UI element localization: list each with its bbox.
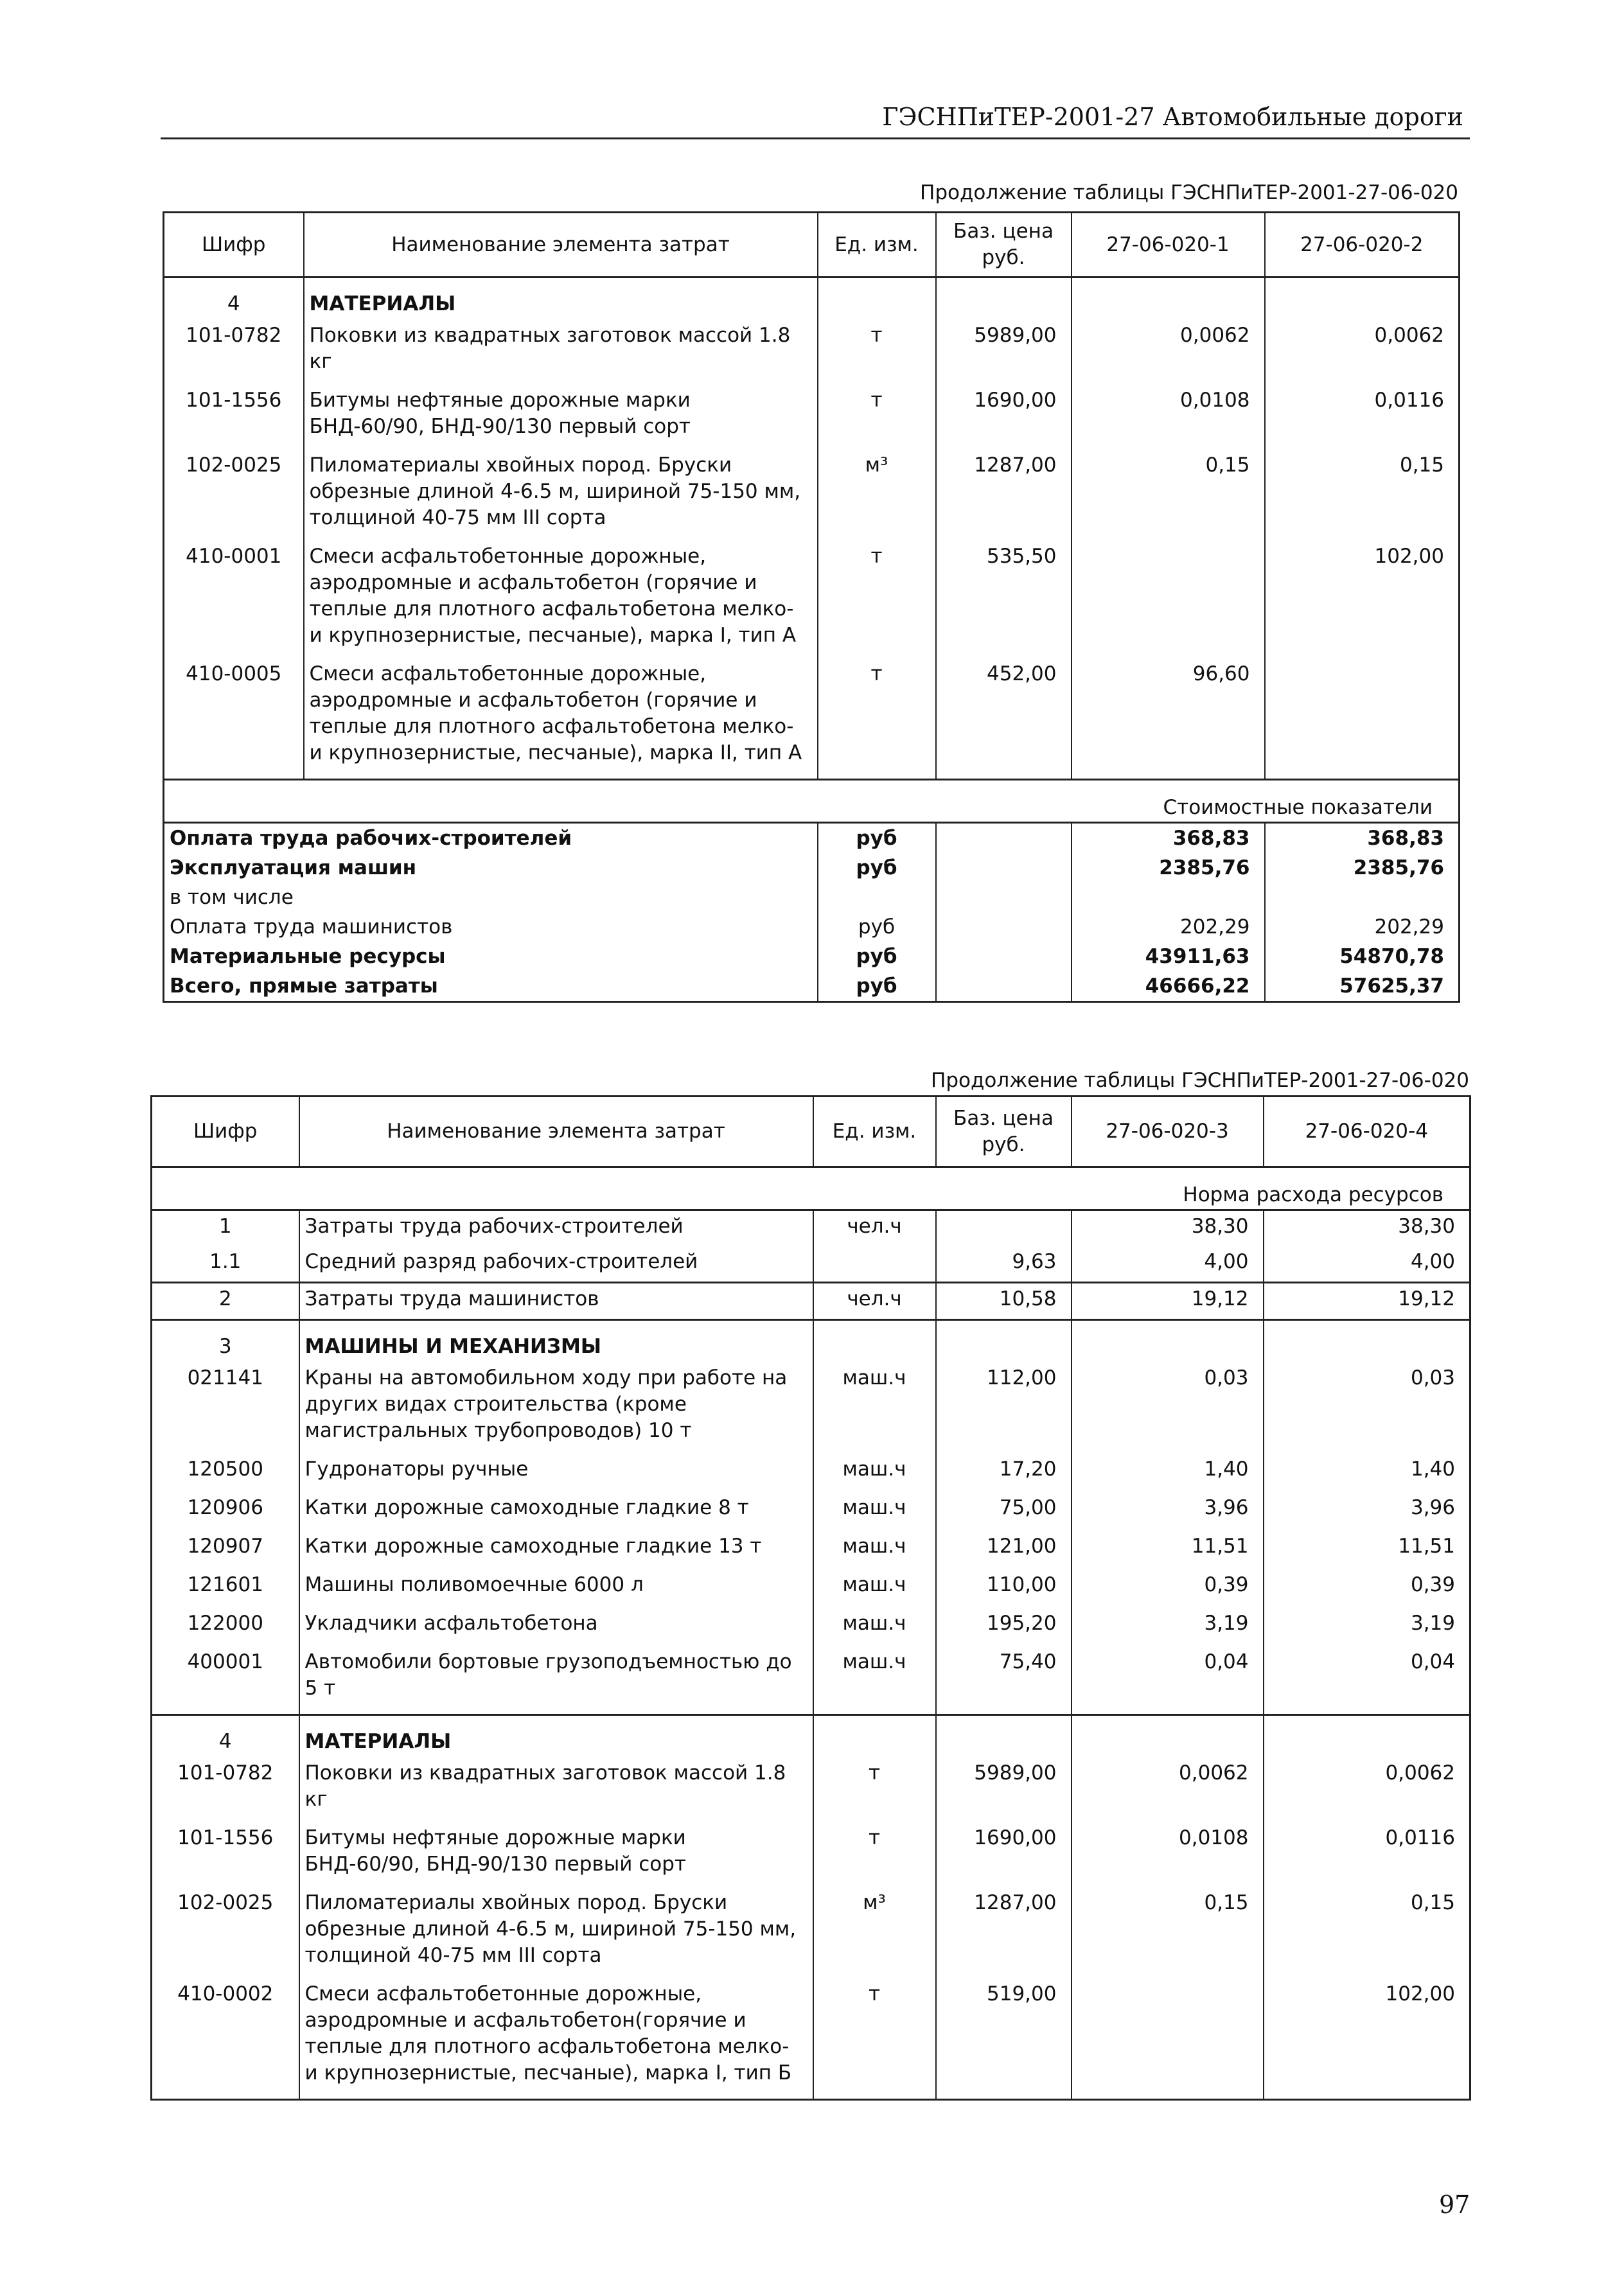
- row-value-1: 0,15: [1072, 1890, 1264, 1981]
- summary-unit: руб: [818, 823, 936, 854]
- section-code: 4: [152, 1715, 299, 1761]
- summary-unit: руб: [818, 853, 936, 883]
- row-unit: маш.ч: [813, 1456, 936, 1495]
- summary-value-1: 46666,22: [1072, 971, 1265, 1002]
- table-row: [152, 1572, 1470, 1610]
- row-name: Гудронаторы ручные: [299, 1456, 813, 1495]
- row-value-2: 0,0062: [1264, 1760, 1470, 1825]
- empty-cell: [936, 912, 1072, 942]
- summary-value-2: [1265, 883, 1460, 912]
- empty-cell: [1072, 278, 1265, 323]
- summary-row: [164, 912, 1460, 942]
- section-title: МАШИНЫ И МЕХАНИЗМЫ: [299, 1320, 813, 1366]
- row-value-2: 3,96: [1264, 1495, 1470, 1533]
- row-base-price: 9,63: [936, 1246, 1072, 1283]
- column-header: Шифр: [164, 213, 304, 278]
- section-code: 3: [152, 1320, 299, 1366]
- row-value-2: 11,51: [1264, 1533, 1470, 1572]
- row-value-2: 0,15: [1264, 1890, 1470, 1981]
- row-name: Укладчики асфальтобетона: [299, 1610, 813, 1649]
- row-code: 102-0025: [164, 452, 304, 543]
- row-code: 1.1: [152, 1246, 299, 1283]
- table-row: [152, 1533, 1470, 1572]
- row-code: 2: [152, 1283, 299, 1320]
- row-name: Битумы нефтяные дорожные марки БНД-60/90, БНД-90/130 первый сорт: [299, 1825, 813, 1890]
- summary-value-1: 2385,76: [1072, 853, 1265, 883]
- row-base-price: 17,20: [936, 1456, 1072, 1495]
- row-code: 120500: [152, 1456, 299, 1495]
- row-base-price: 535,50: [936, 543, 1072, 661]
- row-name: Смеси асфальтобетонные дорожные, аэродромные и асфальтобетон (горячие и теплые для плотного асфальтобетона мелко- и крупнозернистые, песчаные), марка II, тип А: [304, 661, 818, 780]
- row-code: 410-0001: [164, 543, 304, 661]
- row-base-price: 5989,00: [936, 1760, 1072, 1825]
- table-row: [152, 1365, 1470, 1456]
- column-header: Шифр: [152, 1097, 299, 1167]
- row-value-1: [1072, 1981, 1264, 2100]
- row-name: Смеси асфальтобетонные дорожные, аэродромные и асфальтобетон (горячие и теплые для плотного асфальтобетона мелко- и крупнозернистые, песчаные), марка I, тип А: [304, 543, 818, 661]
- page-number: 97: [1439, 2190, 1470, 2219]
- row-name: Катки дорожные самоходные гладкие 13 т: [299, 1533, 813, 1572]
- row-base-price: 75,00: [936, 1495, 1072, 1533]
- row-value-2: 0,03: [1264, 1365, 1470, 1456]
- empty-cell: [1264, 1715, 1470, 1761]
- column-header: 27-06-020-2: [1265, 213, 1460, 278]
- empty-cell: [936, 278, 1072, 323]
- empty-cell: [936, 971, 1072, 1002]
- row-base-price: 519,00: [936, 1981, 1072, 2100]
- table-row: [164, 452, 1460, 543]
- summary-label: Оплата труда рабочих-строителей: [164, 823, 818, 854]
- row-code: 101-0782: [164, 322, 304, 387]
- row-value-2: 19,12: [1264, 1283, 1470, 1320]
- row-value-1: 1,40: [1072, 1456, 1264, 1495]
- row-code: 410-0002: [152, 1981, 299, 2100]
- row-code: 102-0025: [152, 1890, 299, 1981]
- row-unit: т: [813, 1825, 936, 1890]
- empty-cell: [936, 853, 1072, 883]
- row-unit: т: [818, 322, 936, 387]
- row-name: Средний разряд рабочих-строителей: [299, 1246, 813, 1283]
- row-unit: м³: [818, 452, 936, 543]
- table-row: [152, 1825, 1470, 1890]
- row-code: 122000: [152, 1610, 299, 1649]
- empty-cell: [1264, 1320, 1470, 1366]
- row-code: 101-1556: [152, 1825, 299, 1890]
- column-header: Ед. изм.: [813, 1097, 936, 1167]
- row-name: Поковки из квадратных заготовок массой 1.8 кг: [299, 1760, 813, 1825]
- band-label: Норма расхода ресурсов: [152, 1167, 1470, 1210]
- row-base-price: 1287,00: [936, 1890, 1072, 1981]
- row-value-2: 1,40: [1264, 1456, 1470, 1495]
- row-base-price: 75,40: [936, 1649, 1072, 1715]
- row-base-price: 1287,00: [936, 452, 1072, 543]
- row-value-2: 0,04: [1264, 1649, 1470, 1715]
- row-unit: маш.ч: [813, 1365, 936, 1456]
- row-unit: чел.ч: [813, 1210, 936, 1247]
- table-header-row: [152, 1097, 1470, 1167]
- empty-cell: [813, 1715, 936, 1761]
- row-unit: маш.ч: [813, 1610, 936, 1649]
- summary-value-2: 57625,37: [1265, 971, 1460, 1002]
- row-value-1: 0,39: [1072, 1572, 1264, 1610]
- running-head: ГЭСНПиТЕР-2001-27 Автомобильные дороги: [882, 103, 1463, 131]
- row-value-2: 0,0116: [1264, 1825, 1470, 1890]
- column-header: Баз. цена руб.: [936, 213, 1072, 278]
- row-unit: т: [818, 543, 936, 661]
- resource-table-2: [150, 1095, 1471, 2101]
- summary-label: Эксплуатация машин: [164, 853, 818, 883]
- table-row: [152, 1760, 1470, 1825]
- row-value-1: 0,0108: [1072, 387, 1265, 452]
- summary-unit: руб: [818, 971, 936, 1002]
- row-base-price: 1690,00: [936, 1825, 1072, 1890]
- table-row: [152, 1610, 1470, 1649]
- row-name: Краны на автомобильном ходу при работе на других видах строительства (кроме магистральных трубопроводов) 10 т: [299, 1365, 813, 1456]
- row-name: Пиломатериалы хвойных пород. Бруски обрезные длиной 4-6.5 м, шириной 75-150 мм, толщиной 40-75 мм III сорта: [304, 452, 818, 543]
- summary-row: [164, 853, 1460, 883]
- row-unit: чел.ч: [813, 1283, 936, 1320]
- row-code: 101-0782: [152, 1760, 299, 1825]
- row-code: 021141: [152, 1365, 299, 1456]
- table-row: [164, 543, 1460, 661]
- empty-cell: [936, 883, 1072, 912]
- row-code: 410-0005: [164, 661, 304, 780]
- table-row: [152, 1246, 1470, 1283]
- row-name: Автомобили бортовые грузоподъемностью до 5 т: [299, 1649, 813, 1715]
- summary-label: Оплата труда машинистов: [164, 912, 818, 942]
- summary-label: Материальные ресурсы: [164, 942, 818, 971]
- row-unit: т: [813, 1760, 936, 1825]
- column-header: Ед. изм.: [818, 213, 936, 278]
- row-value-2: 0,0062: [1265, 322, 1460, 387]
- row-value-1: 3,19: [1072, 1610, 1264, 1649]
- row-value-1: 19,12: [1072, 1283, 1264, 1320]
- column-header: Баз. цена руб.: [936, 1097, 1072, 1167]
- row-name: Смеси асфальтобетонные дорожные, аэродромные и асфальтобетон(горячие и теплые для плотного асфальтобетона мелко- и крупнозернистые, песчаные), марка I, тип Б: [299, 1981, 813, 2100]
- empty-cell: [1265, 278, 1460, 323]
- row-value-1: 96,60: [1072, 661, 1265, 780]
- row-unit: м³: [813, 1890, 936, 1981]
- column-header: Наименование элемента затрат: [299, 1097, 813, 1167]
- empty-cell: [936, 1715, 1072, 1761]
- band-label: Стоимостные показатели: [164, 780, 1460, 823]
- row-value-1: [1072, 543, 1265, 661]
- resource-table-1: [163, 211, 1460, 1003]
- row-unit: маш.ч: [813, 1533, 936, 1572]
- table-row: [152, 1495, 1470, 1533]
- row-value-2: 102,00: [1264, 1981, 1470, 2100]
- table-row: [152, 1456, 1470, 1495]
- section-band-row: [164, 780, 1460, 823]
- row-name: Катки дорожные самоходные гладкие 8 т: [299, 1495, 813, 1533]
- table-row: [152, 1283, 1470, 1320]
- section-title: МАТЕРИАЛЫ: [299, 1715, 813, 1761]
- table-header-row: [164, 213, 1460, 278]
- section-code: 4: [164, 278, 304, 323]
- column-header: 27-06-020-1: [1072, 213, 1265, 278]
- summary-value-1: [1072, 883, 1265, 912]
- empty-cell: [936, 942, 1072, 971]
- row-value-2: 0,0116: [1265, 387, 1460, 452]
- row-value-1: 38,30: [1072, 1210, 1264, 1247]
- empty-cell: [936, 823, 1072, 854]
- table-row: [152, 1210, 1470, 1247]
- row-value-2: 0,39: [1264, 1572, 1470, 1610]
- summary-label: Всего, прямые затраты: [164, 971, 818, 1002]
- summary-unit: [818, 883, 936, 912]
- row-value-1: 11,51: [1072, 1533, 1264, 1572]
- empty-cell: [1072, 1715, 1264, 1761]
- row-name: Пиломатериалы хвойных пород. Бруски обрезные длиной 4-6.5 м, шириной 75-150 мм, толщиной 40-75 мм III сорта: [299, 1890, 813, 1981]
- row-value-1: 0,0062: [1072, 322, 1265, 387]
- row-base-price: 5989,00: [936, 322, 1072, 387]
- row-value-2: 3,19: [1264, 1610, 1470, 1649]
- summary-row: [164, 942, 1460, 971]
- column-header: Наименование элемента затрат: [304, 213, 818, 278]
- row-unit: [813, 1246, 936, 1283]
- summary-row: [164, 971, 1460, 1002]
- row-base-price: 121,00: [936, 1533, 1072, 1572]
- column-header: 27-06-020-4: [1264, 1097, 1470, 1167]
- summary-row: [164, 883, 1460, 912]
- row-unit: т: [818, 661, 936, 780]
- summary-value-1: 43911,63: [1072, 942, 1265, 971]
- table-row: [164, 661, 1460, 780]
- row-value-1: 4,00: [1072, 1246, 1264, 1283]
- table-row: [164, 387, 1460, 452]
- row-value-2: 0,15: [1265, 452, 1460, 543]
- row-value-2: 4,00: [1264, 1246, 1470, 1283]
- empty-cell: [1072, 1320, 1264, 1366]
- empty-cell: [936, 1320, 1072, 1366]
- empty-cell: [818, 278, 936, 323]
- row-value-1: 0,04: [1072, 1649, 1264, 1715]
- row-unit: маш.ч: [813, 1572, 936, 1610]
- row-base-price: 110,00: [936, 1572, 1072, 1610]
- summary-unit: руб: [818, 912, 936, 942]
- section-title: МАТЕРИАЛЫ: [304, 278, 818, 323]
- row-code: 120907: [152, 1533, 299, 1572]
- row-unit: т: [813, 1981, 936, 2100]
- table-row: [152, 1890, 1470, 1981]
- row-name: Поковки из квадратных заготовок массой 1.8 кг: [304, 322, 818, 387]
- summary-value-1: 368,83: [1072, 823, 1265, 854]
- row-value-2: [1265, 661, 1460, 780]
- row-code: 1: [152, 1210, 299, 1247]
- section-header-row: [152, 1715, 1470, 1761]
- summary-value-2: 2385,76: [1265, 853, 1460, 883]
- row-code: 400001: [152, 1649, 299, 1715]
- section-header-row: [152, 1320, 1470, 1366]
- table-row: [152, 1649, 1470, 1715]
- row-name: Битумы нефтяные дорожные марки БНД-60/90, БНД-90/130 первый сорт: [304, 387, 818, 452]
- row-unit: маш.ч: [813, 1649, 936, 1715]
- row-code: 101-1556: [164, 387, 304, 452]
- row-name: Затраты труда машинистов: [299, 1283, 813, 1320]
- row-name: Машины поливомоечные 6000 л: [299, 1572, 813, 1610]
- summary-value-2: 368,83: [1265, 823, 1460, 854]
- summary-value-1: 202,29: [1072, 912, 1265, 942]
- row-code: 120906: [152, 1495, 299, 1533]
- header-rule: [161, 137, 1470, 139]
- table1-caption: Продолжение таблицы ГЭСНПиТЕР-2001-27-06-020: [920, 181, 1458, 204]
- row-code: 121601: [152, 1572, 299, 1610]
- summary-label: в том числе: [164, 883, 818, 912]
- summary-row: [164, 823, 1460, 854]
- row-base-price: 1690,00: [936, 387, 1072, 452]
- row-value-1: 3,96: [1072, 1495, 1264, 1533]
- section-header-row: [164, 278, 1460, 323]
- row-base-price: 112,00: [936, 1365, 1072, 1456]
- row-name: Затраты труда рабочих-строителей: [299, 1210, 813, 1247]
- row-base-price: 452,00: [936, 661, 1072, 780]
- row-value-2: 102,00: [1265, 543, 1460, 661]
- column-header: 27-06-020-3: [1072, 1097, 1264, 1167]
- table2-caption: Продолжение таблицы ГЭСНПиТЕР-2001-27-06-020: [931, 1069, 1469, 1092]
- row-value-1: 0,0108: [1072, 1825, 1264, 1890]
- row-base-price: 10,58: [936, 1283, 1072, 1320]
- row-unit: маш.ч: [813, 1495, 936, 1533]
- row-value-1: 0,0062: [1072, 1760, 1264, 1825]
- summary-value-2: 202,29: [1265, 912, 1460, 942]
- empty-cell: [813, 1320, 936, 1366]
- table-row: [164, 322, 1460, 387]
- summary-value-2: 54870,78: [1265, 942, 1460, 971]
- row-value-2: 38,30: [1264, 1210, 1470, 1247]
- row-value-1: 0,15: [1072, 452, 1265, 543]
- table-row: [152, 1981, 1470, 2100]
- row-base-price: [936, 1210, 1072, 1247]
- row-value-1: 0,03: [1072, 1365, 1264, 1456]
- row-unit: т: [818, 387, 936, 452]
- section-band-row: [152, 1167, 1470, 1210]
- row-base-price: 195,20: [936, 1610, 1072, 1649]
- summary-unit: руб: [818, 942, 936, 971]
